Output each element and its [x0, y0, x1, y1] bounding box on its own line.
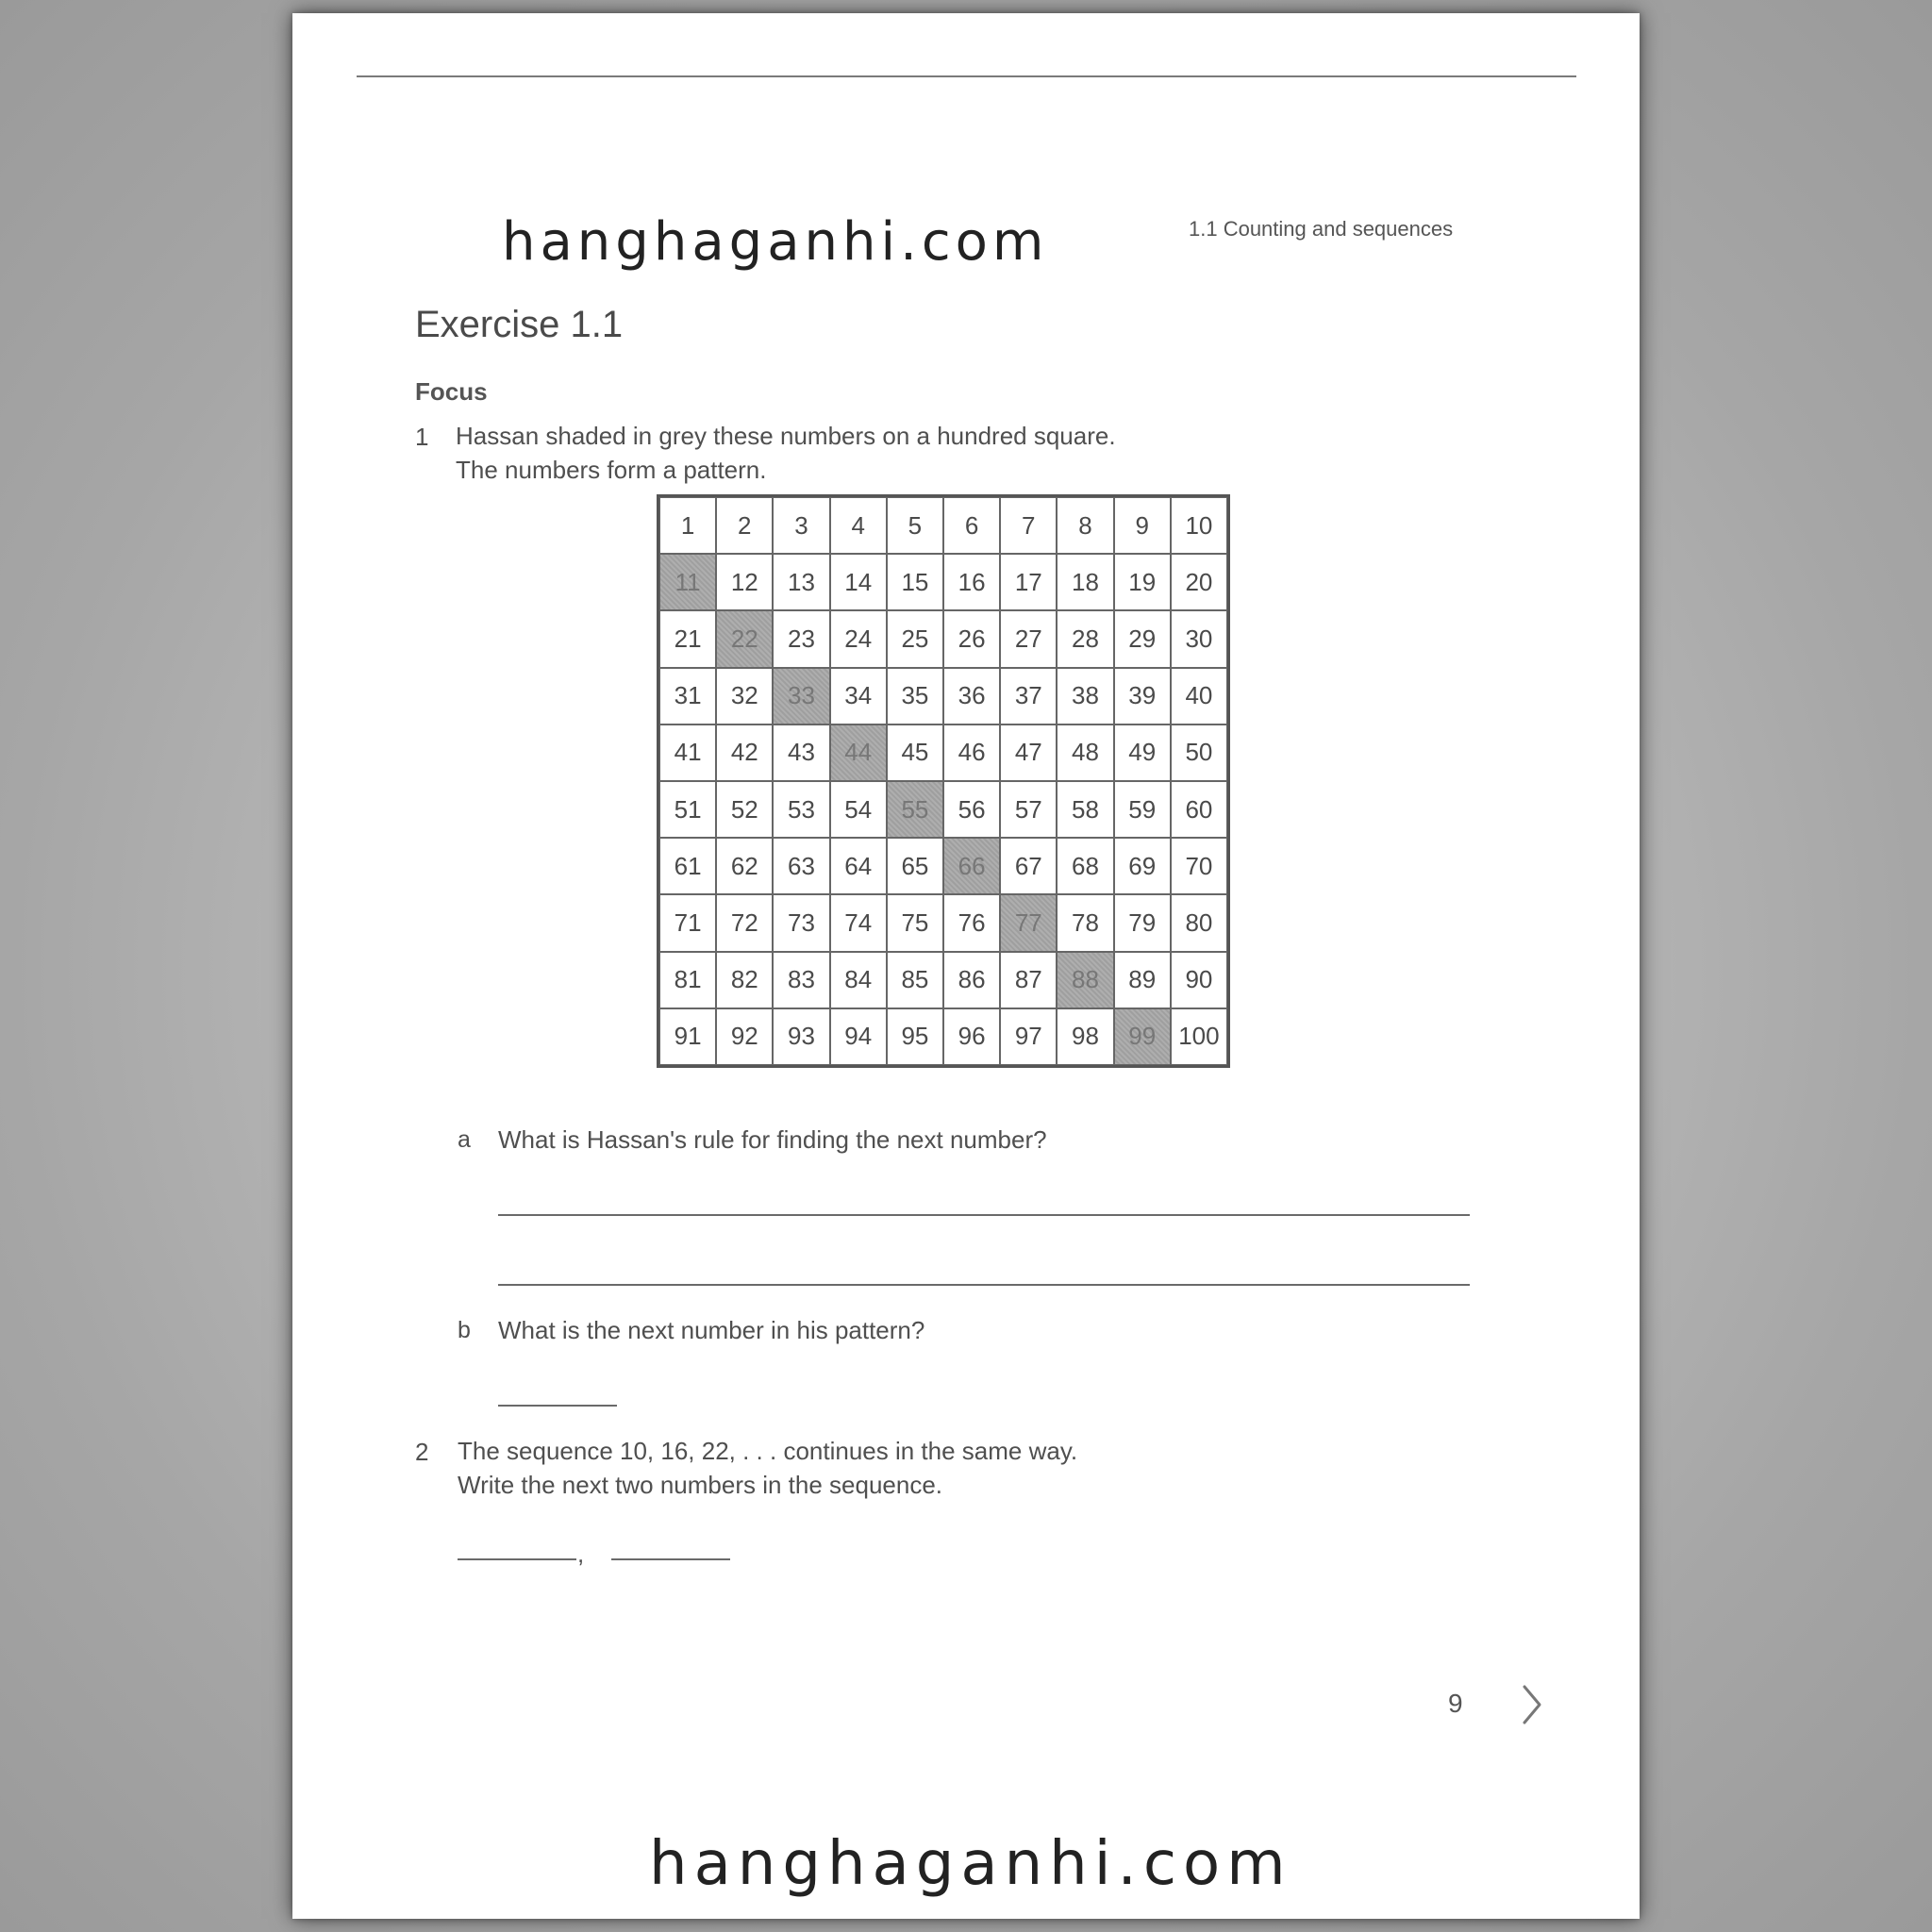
- grid-cell-shaded: 88: [1057, 952, 1113, 1008]
- focus-label: Focus: [415, 377, 488, 406]
- grid-cell-shaded: 99: [1114, 1008, 1171, 1065]
- question-2-answer-line-1[interactable]: [458, 1558, 576, 1560]
- grid-cell: 38: [1057, 668, 1113, 724]
- part-b-answer-line[interactable]: [498, 1405, 617, 1407]
- watermark-bottom: hanghaganhi.com: [649, 1829, 1292, 1899]
- grid-cell: 52: [716, 781, 773, 838]
- grid-cell: 23: [773, 610, 829, 667]
- grid-cell: 75: [887, 894, 943, 951]
- question-1-number: 1: [415, 423, 429, 451]
- grid-cell: 74: [830, 894, 887, 951]
- grid-cell: 91: [659, 1008, 716, 1065]
- grid-cell: 89: [1114, 952, 1171, 1008]
- grid-cell-shaded: 66: [943, 838, 1000, 894]
- grid-cell: 58: [1057, 781, 1113, 838]
- grid-cell: 31: [659, 668, 716, 724]
- grid-cell: 46: [943, 724, 1000, 781]
- grid-cell: 29: [1114, 610, 1171, 667]
- grid-cell: 97: [1000, 1008, 1057, 1065]
- grid-cell: 20: [1171, 554, 1227, 610]
- grid-cell: 54: [830, 781, 887, 838]
- grid-cell: 73: [773, 894, 829, 951]
- question-1-line-1: Hassan shaded in grey these numbers on a hundred square.: [456, 422, 1116, 450]
- grid-cell: 35: [887, 668, 943, 724]
- part-a-answer-line-1[interactable]: [498, 1214, 1470, 1216]
- grid-cell: 51: [659, 781, 716, 838]
- chevron-right-icon[interactable]: [1519, 1683, 1545, 1726]
- part-a-letter: a: [458, 1126, 471, 1153]
- grid-cell: 69: [1114, 838, 1171, 894]
- grid-cell-shaded: 55: [887, 781, 943, 838]
- grid-cell: 15: [887, 554, 943, 610]
- grid-cell: 42: [716, 724, 773, 781]
- grid-cell: 45: [887, 724, 943, 781]
- grid-cell: 67: [1000, 838, 1057, 894]
- grid-cell: 70: [1171, 838, 1227, 894]
- grid-cell-shaded: 77: [1000, 894, 1057, 951]
- grid-cell: 24: [830, 610, 887, 667]
- grid-cell: 48: [1057, 724, 1113, 781]
- grid-cell: 80: [1171, 894, 1227, 951]
- question-2-line-2: Write the next two numbers in the sequence.: [458, 1471, 943, 1499]
- question-1-line-2: The numbers form a pattern.: [456, 456, 767, 484]
- grid-cell: 21: [659, 610, 716, 667]
- grid-cell: 4: [830, 497, 887, 554]
- question-2-separator: ,: [577, 1540, 585, 1568]
- workbook-page: [292, 13, 1640, 1919]
- grid-cell: 84: [830, 952, 887, 1008]
- grid-cell: 1: [659, 497, 716, 554]
- question-2-number: 2: [415, 1438, 429, 1466]
- grid-cell-shaded: 22: [716, 610, 773, 667]
- grid-cell: 26: [943, 610, 1000, 667]
- part-b-text: What is the next number in his pattern?: [498, 1316, 925, 1344]
- grid-cell: 64: [830, 838, 887, 894]
- grid-cell: 13: [773, 554, 829, 610]
- grid-cell-shaded: 33: [773, 668, 829, 724]
- part-a-text: What is Hassan's rule for finding the next number?: [498, 1125, 1047, 1154]
- grid-cell: 28: [1057, 610, 1113, 667]
- grid-cell: 6: [943, 497, 1000, 554]
- question-2-answer-line-2[interactable]: [611, 1558, 730, 1560]
- grid-cell: 9: [1114, 497, 1171, 554]
- hundred-square: [657, 494, 1230, 1068]
- grid-cell: 16: [943, 554, 1000, 610]
- grid-cell: 14: [830, 554, 887, 610]
- grid-cell: 12: [716, 554, 773, 610]
- grid-cell: 61: [659, 838, 716, 894]
- section-label: 1.1 Counting and sequences: [1189, 217, 1454, 241]
- exercise-title: Exercise 1.1: [415, 304, 624, 345]
- part-a-answer-line-2[interactable]: [498, 1284, 1470, 1286]
- grid-cell: 34: [830, 668, 887, 724]
- grid-cell: 8: [1057, 497, 1113, 554]
- part-b-letter: b: [458, 1317, 471, 1343]
- grid-cell: 98: [1057, 1008, 1113, 1065]
- grid-cell: 37: [1000, 668, 1057, 724]
- grid-cell: 60: [1171, 781, 1227, 838]
- grid-cell: 39: [1114, 668, 1171, 724]
- grid-cell-shaded: 11: [659, 554, 716, 610]
- grid-cell: 2: [716, 497, 773, 554]
- grid-cell: 5: [887, 497, 943, 554]
- grid-cell: 49: [1114, 724, 1171, 781]
- grid-cell: 100: [1171, 1008, 1227, 1065]
- grid-cell: 82: [716, 952, 773, 1008]
- grid-cell: 95: [887, 1008, 943, 1065]
- grid-cell: 76: [943, 894, 1000, 951]
- grid-cell: 87: [1000, 952, 1057, 1008]
- grid-cell: 59: [1114, 781, 1171, 838]
- grid-cell: 85: [887, 952, 943, 1008]
- grid-cell: 36: [943, 668, 1000, 724]
- grid-cell: 53: [773, 781, 829, 838]
- grid-cell: 79: [1114, 894, 1171, 951]
- page-number: 9: [1448, 1689, 1463, 1718]
- grid-cell: 62: [716, 838, 773, 894]
- grid-cell: 57: [1000, 781, 1057, 838]
- grid-cell: 27: [1000, 610, 1057, 667]
- grid-cell: 72: [716, 894, 773, 951]
- grid-cell: 92: [716, 1008, 773, 1065]
- grid-cell: 65: [887, 838, 943, 894]
- grid-cell: 83: [773, 952, 829, 1008]
- grid-cell: 17: [1000, 554, 1057, 610]
- grid-cell: 25: [887, 610, 943, 667]
- grid-cell: 96: [943, 1008, 1000, 1065]
- question-2-line-1: The sequence 10, 16, 22, . . . continues in the same way.: [458, 1437, 1078, 1465]
- grid-cell: 94: [830, 1008, 887, 1065]
- grid-cell: 41: [659, 724, 716, 781]
- grid-cell: 50: [1171, 724, 1227, 781]
- grid-cell-shaded: 44: [830, 724, 887, 781]
- grid-cell: 56: [943, 781, 1000, 838]
- grid-cell: 71: [659, 894, 716, 951]
- grid-cell: 30: [1171, 610, 1227, 667]
- grid-cell: 78: [1057, 894, 1113, 951]
- grid-cell: 40: [1171, 668, 1227, 724]
- grid-cell: 18: [1057, 554, 1113, 610]
- grid-cell: 68: [1057, 838, 1113, 894]
- grid-cell: 63: [773, 838, 829, 894]
- grid-cell: 10: [1171, 497, 1227, 554]
- grid-cell: 90: [1171, 952, 1227, 1008]
- grid-cell: 93: [773, 1008, 829, 1065]
- header-rule: [357, 75, 1576, 77]
- grid-cell: 43: [773, 724, 829, 781]
- grid-cell: 7: [1000, 497, 1057, 554]
- grid-cell: 47: [1000, 724, 1057, 781]
- grid-cell: 3: [773, 497, 829, 554]
- grid-cell: 86: [943, 952, 1000, 1008]
- grid-cell: 19: [1114, 554, 1171, 610]
- grid-cell: 32: [716, 668, 773, 724]
- grid-cell: 81: [659, 952, 716, 1008]
- watermark-top: hanghaganhi.com: [502, 211, 1049, 273]
